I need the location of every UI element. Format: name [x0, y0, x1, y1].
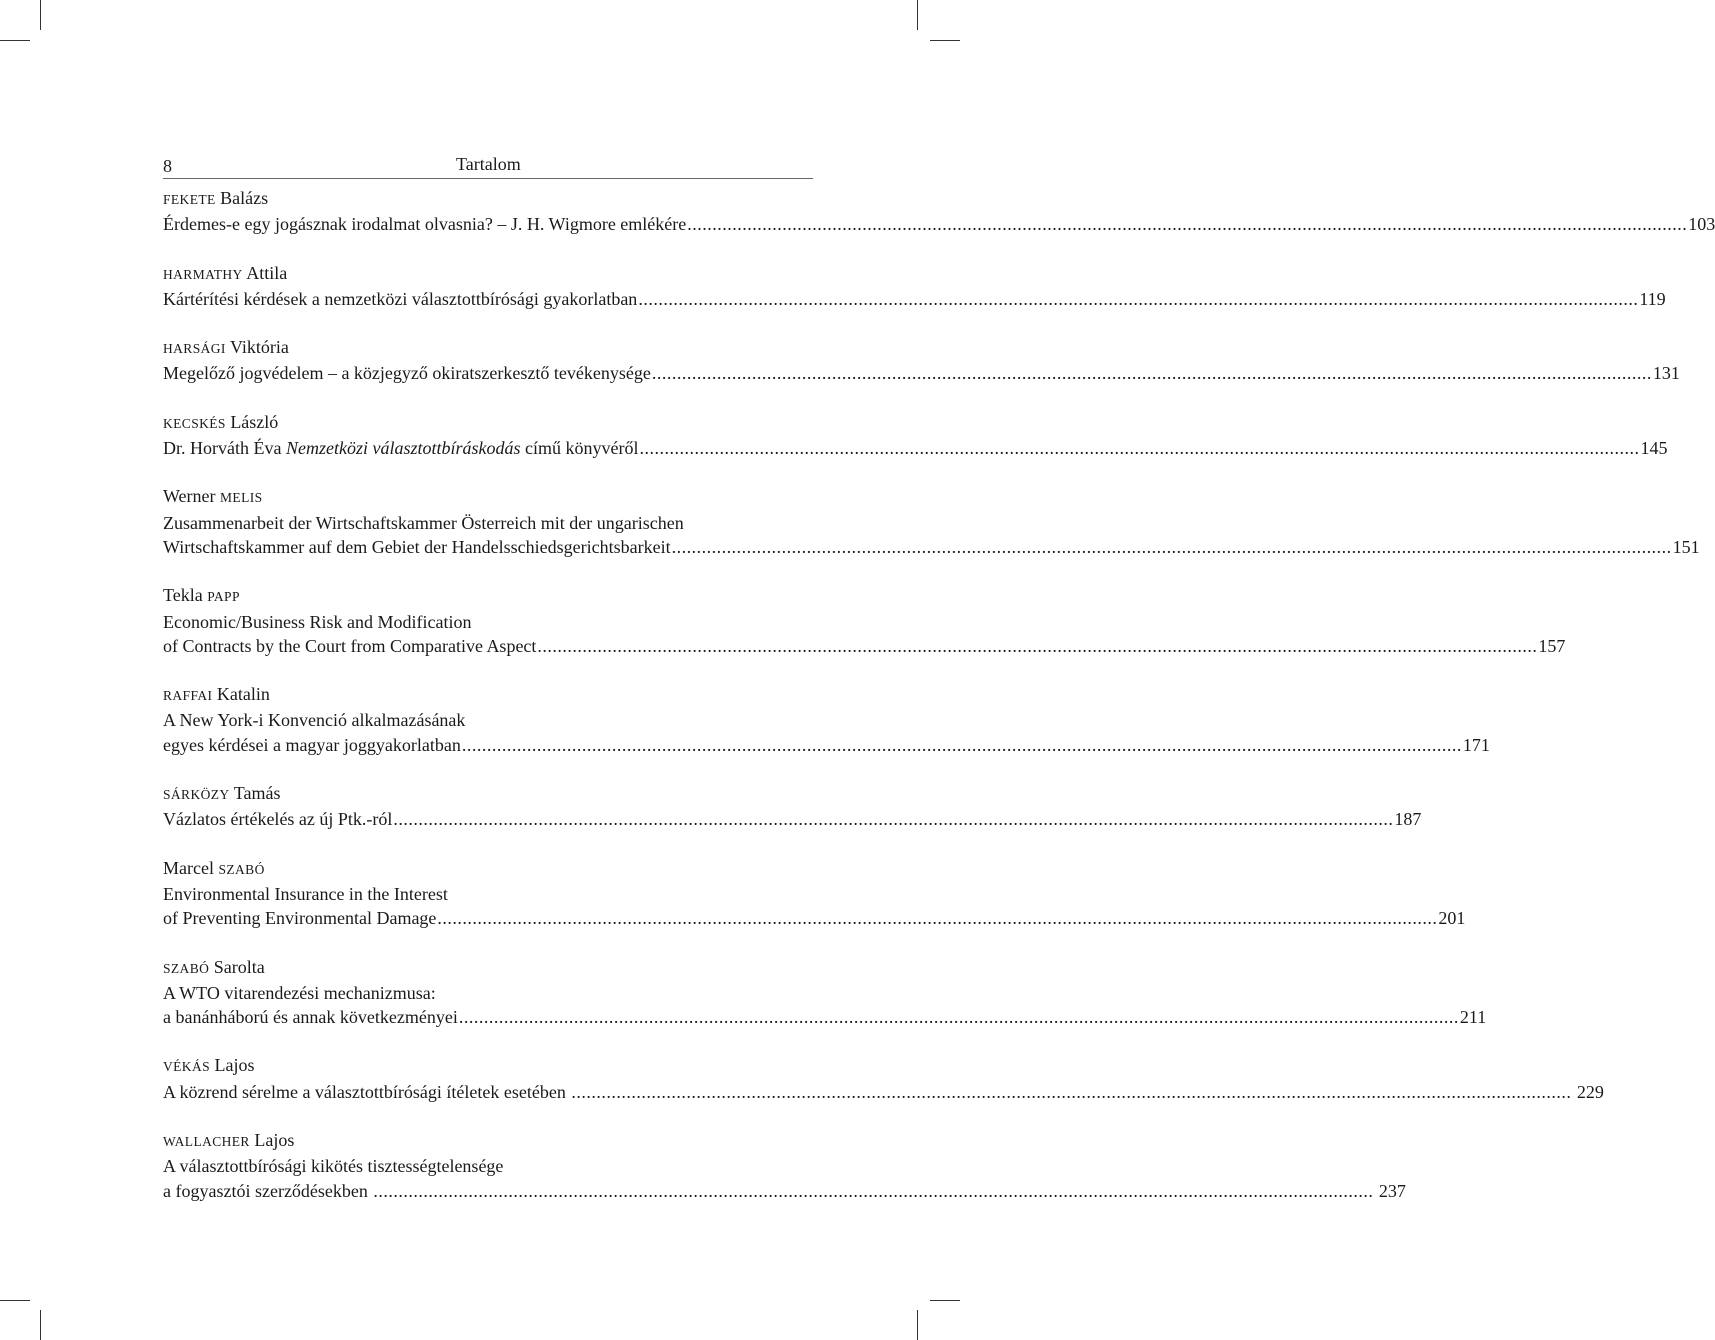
dot-leader: ........................................................................................................................................................................................................	[373, 1180, 1374, 1201]
author-given-name: Katalin	[212, 684, 270, 705]
dot-leader: ........................................................................................................................................................................................................	[537, 635, 1538, 656]
toc-author	[163, 1053, 807, 1079]
author-surname: HARMATHY	[163, 266, 243, 282]
toc-author	[163, 410, 807, 436]
toc-author	[163, 186, 807, 212]
toc-title-text: egyes kérdései a magyar joggyakorlatban	[163, 734, 461, 755]
author-surname: SÁRKÖZY	[163, 787, 230, 803]
title-italic-part: Nemzetközi választottbíráskodás	[285, 438, 521, 459]
toc-entry	[163, 781, 1422, 832]
toc-page-number: 151	[1672, 536, 1700, 557]
crop-mark-top-left-h	[0, 40, 30, 41]
toc-title-line-with-page	[163, 906, 1466, 930]
author-given-name: Lajos	[249, 1130, 295, 1151]
toc-page-number: 131	[1652, 363, 1680, 384]
toc-page-number: 145	[1640, 438, 1668, 459]
toc-title-line: Economic/Business Risk and Modification	[163, 611, 472, 632]
toc-author	[163, 682, 807, 708]
toc-title-line-with-page	[163, 733, 1490, 757]
author-surname: PAPP	[207, 589, 240, 605]
toc-page-number: 187	[1394, 809, 1422, 830]
dot-leader: ........................................................................................................................................................................................................	[651, 363, 1652, 384]
crop-mark-top-right-h	[930, 40, 960, 41]
author-first-name: Marcel	[163, 857, 219, 878]
author-surname: KECSKÉS	[163, 415, 226, 431]
toc-author	[163, 781, 807, 807]
toc-title-line: A New York-i Konvenció alkalmazásának	[163, 710, 466, 731]
toc-page-number: 229	[1572, 1081, 1604, 1102]
author-given-name: Sarolta	[209, 956, 265, 977]
toc-title-text: Vázlatos értékelés az új Ptk.-ról	[163, 809, 393, 830]
crop-mark-top-right	[917, 0, 918, 30]
author-first-name: Tekla	[163, 585, 208, 606]
toc-entry	[163, 1053, 1604, 1104]
toc-page-number: 103	[1688, 214, 1715, 235]
author-surname: MELIS	[220, 490, 263, 506]
toc-title-line-with-page	[163, 1005, 1487, 1029]
toc-entry	[163, 484, 1700, 559]
toc-title-text: of Preventing Environmental Damage	[163, 908, 437, 929]
toc-title-line: A választottbírósági kikötés tisztességtelensége	[163, 1156, 504, 1177]
toc-entry	[163, 682, 1490, 757]
dot-leader: ........................................................................................................................................................................................................	[437, 908, 1438, 929]
author-surname: SZABÓ	[163, 960, 210, 976]
table-of-contents	[163, 186, 1715, 1227]
toc-page-number: 157	[1538, 635, 1566, 656]
author-given-name: László	[225, 411, 279, 432]
toc-title-line-with-page	[163, 1080, 1604, 1104]
author-given-name: Attila	[242, 262, 288, 283]
toc-title-line-with-page	[163, 212, 1715, 236]
toc-title-line-with-page	[163, 807, 1422, 831]
toc-title-text: a banánháború és annak következményei	[163, 1007, 458, 1028]
toc-page-number: 237	[1374, 1180, 1406, 1201]
toc-title-text: Kártérítési kérdések a nemzetközi választottbírósági gyakorlatban	[163, 288, 638, 309]
toc-title-text: a fogyasztói szerződésekben	[163, 1180, 373, 1201]
author-surname: RAFFAI	[163, 688, 213, 704]
toc-page-number: 171	[1462, 734, 1490, 755]
toc-title-line-with-page	[163, 361, 1680, 385]
page-number: 8	[163, 156, 172, 176]
toc-title-line-with-page	[163, 535, 1700, 559]
author-given-name: Tamás	[229, 783, 281, 804]
author-given-name: Lajos	[210, 1055, 255, 1076]
toc-entry	[163, 856, 1466, 931]
toc-title-text: Wirtschaftskammer auf dem Gebiet der Handelsschiedsgerichtsbarkeit	[163, 536, 671, 557]
dot-leader: ........................................................................................................................................................................................................	[639, 438, 1640, 459]
dot-leader: ........................................................................................................................................................................................................	[458, 1007, 1459, 1028]
title-text-part: című könyvéről	[520, 438, 639, 459]
author-first-name: Werner	[163, 486, 221, 507]
crop-mark-bottom-left	[40, 1310, 41, 1340]
toc-author	[163, 856, 807, 882]
toc-author	[163, 955, 807, 981]
dot-leader: ........................................................................................................................................................................................................	[638, 288, 1639, 309]
toc-title-line: Zusammenarbeit der Wirtschaftskammer Österreich mit der ungarischen	[163, 512, 684, 533]
toc-entry	[163, 261, 1666, 312]
page-header	[163, 154, 813, 179]
running-title: Tartalom	[456, 154, 521, 174]
toc-title-text: Megelőző jogvédelem – a közjegyző okiratszerkesztő tevékenysége	[163, 363, 651, 384]
author-given-name: Viktória	[225, 337, 289, 358]
toc-entry	[163, 335, 1680, 386]
author-surname: HARSÁGI	[163, 341, 226, 357]
author-surname: VÉKÁS	[163, 1059, 211, 1075]
toc-entry	[163, 410, 1668, 461]
dot-leader: ........................................................................................................................................................................................................	[393, 809, 1394, 830]
toc-title-line-with-page	[163, 634, 1566, 658]
toc-title-text: Érdemes-e egy jogásznak irodalmat olvasnia? – J. H. Wigmore emlékére	[163, 214, 687, 235]
dot-leader: ........................................................................................................................................................................................................	[671, 536, 1672, 557]
author-surname: SZABÓ	[218, 861, 265, 877]
dot-leader: ........................................................................................................................................................................................................	[461, 734, 1462, 755]
toc-title-text: A közrend sérelme a választottbírósági ítéletek esetében	[163, 1081, 571, 1102]
toc-author	[163, 583, 807, 609]
toc-page-number: 119	[1639, 288, 1666, 309]
toc-title-line-with-page	[163, 436, 1668, 460]
toc-entry	[163, 955, 1487, 1030]
crop-mark-bottom-right-h	[930, 1300, 960, 1301]
toc-title-line: A WTO vitarendezési mechanizmusa:	[163, 982, 436, 1003]
author-given-name: Balázs	[215, 188, 269, 208]
author-surname: WALLACHER	[163, 1134, 250, 1150]
crop-mark-bottom-right	[917, 1310, 918, 1340]
toc-title-text: of Contracts by the Court from Comparative Aspect	[163, 635, 537, 656]
toc-title-line: Environmental Insurance in the Interest	[163, 883, 448, 904]
toc-page-number: 211	[1459, 1007, 1487, 1028]
toc-page-number: 201	[1438, 908, 1466, 929]
toc-title-line-with-page	[163, 287, 1666, 311]
toc-author	[163, 335, 807, 361]
crop-mark-top-left	[40, 0, 41, 30]
toc-title-text	[163, 436, 638, 460]
toc-title-line-with-page	[163, 1179, 1406, 1203]
title-text-part: Dr. Horváth Éva	[163, 438, 286, 459]
crop-mark-bottom-left-h	[0, 1300, 30, 1301]
toc-entry	[163, 1128, 1406, 1203]
toc-author	[163, 484, 807, 510]
author-surname: FEKETE	[163, 192, 216, 207]
dot-leader: ........................................................................................................................................................................................................	[687, 214, 1688, 235]
toc-entry	[163, 583, 1566, 658]
toc-entry	[163, 186, 1715, 237]
toc-author	[163, 261, 807, 287]
toc-author	[163, 1128, 807, 1154]
dot-leader: ........................................................................................................................................................................................................	[571, 1081, 1572, 1102]
